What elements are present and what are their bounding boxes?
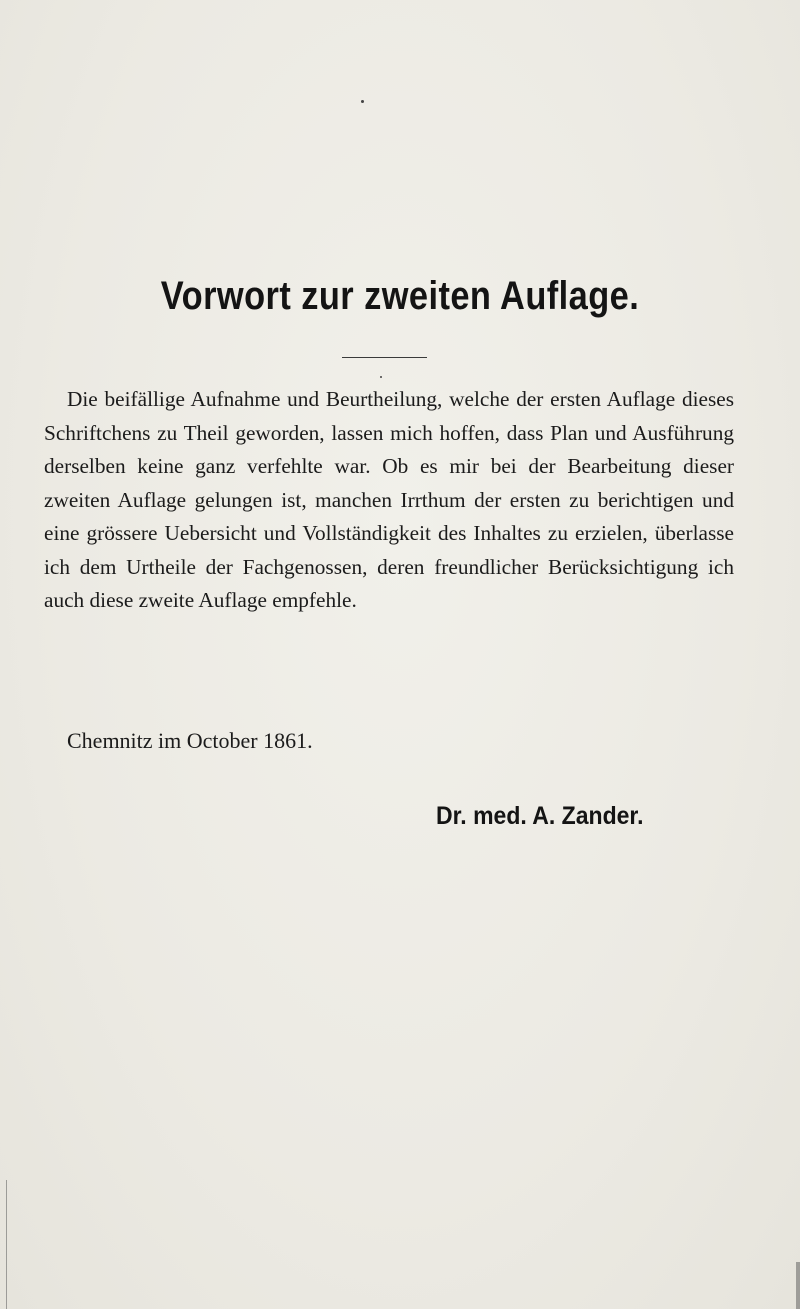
- title-divider: [342, 357, 427, 358]
- page-edge-mark: [0, 1180, 7, 1309]
- place-date: Chemnitz im October 1861.: [67, 728, 313, 753]
- page-title: Vorwort zur zweiten Auflage.: [160, 274, 640, 318]
- ink-speck: [380, 376, 382, 378]
- page-corner-mark: [796, 1262, 800, 1309]
- preface-paragraph: Die beifällige Aufnahme und Beurtheilung, welche der ersten Auflage dieses Schriftchens zu Theil geworden, lassen mich hoffen, dass Plan und Ausführung derselben keine ganz verfehlte war. Ob es mir bei der Bearbeitung dieser zweiten Auflage gelungen ist, manchen Irrthum der ersten zu berichtigen und eine grössere Uebersicht und Vollständigkeit des Inhaltes zu erzielen, überlasse ich dem Urtheile der Fachgenossen, deren freundlicher Berücksichtigung ich auch diese zweite Auflage empfehle.: [44, 387, 734, 612]
- ink-speck: [361, 100, 364, 103]
- author-signature: Dr. med. A. Zander.: [436, 802, 644, 830]
